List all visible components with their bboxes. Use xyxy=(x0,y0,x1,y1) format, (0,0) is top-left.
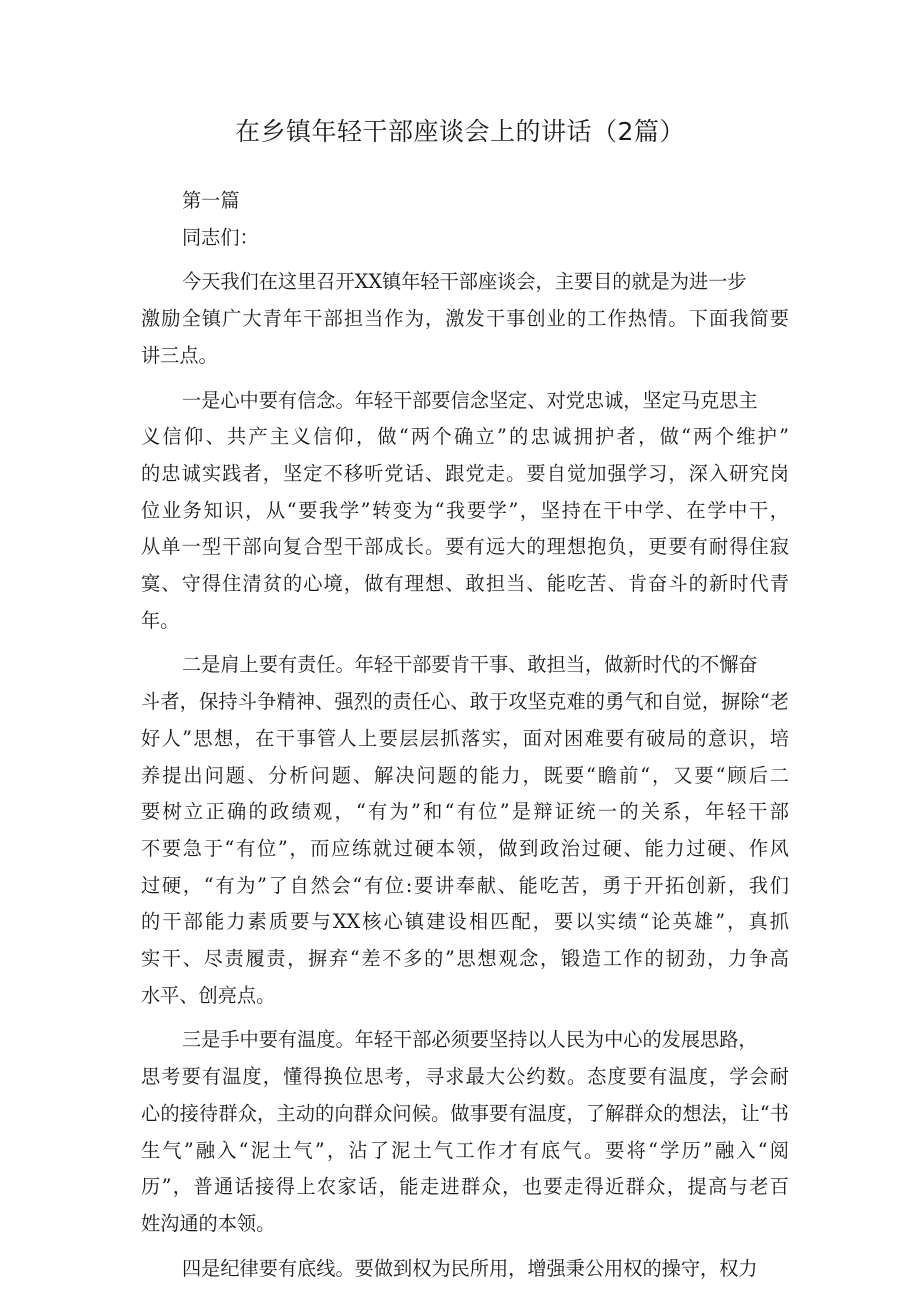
salutation: 同志们： xyxy=(182,225,259,249)
paragraph-line: 年。 xyxy=(141,608,180,632)
paragraph-line: 不要急于“有位”，而应练就过硬本领，做到政治过硬、能力过硬、作风 xyxy=(141,836,789,860)
paragraph-warmth xyxy=(141,1022,789,1242)
paragraph-belief xyxy=(141,383,789,640)
paragraph-line: 好人”思想，在干事管人上要层层抓落实，面对困难要有破局的意识，培 xyxy=(141,726,789,750)
paragraph-line: 激励全镇广大青年干部担当作为，激发干事创业的工作热情。下面我简要 xyxy=(141,307,789,331)
paragraph-line: 二是肩上要有责任。年轻干部要肯干事、敢担当，做新时代的不懈奋 xyxy=(182,653,758,677)
paragraph-line: 历”，普通话接得上农家话，能走进群众，也要走得近群众，提高与老百 xyxy=(141,1175,789,1199)
paragraph-line: 的忠诚实践者，坚定不移听党话、跟党走。要自觉加强学习，深入研究岗 xyxy=(141,461,789,485)
paragraph-line: 生气”融入“泥土气”，沾了泥土气工作才有底气。要将“学历”融入“阅 xyxy=(141,1138,789,1162)
paragraph-line: 思考要有温度，懂得换位思考，寻求最大公约数。态度要有温度，学会耐 xyxy=(141,1065,789,1089)
paragraph-line: 一是心中要有信念。年轻干部要信念坚定、对党忠诚，坚定马克思主 xyxy=(182,388,758,412)
paragraph-responsibility xyxy=(141,647,789,1014)
paragraph-line: 过硬，“有为”了自然会“有位:要讲奉献、能吃苦，勇于开拓创新，我们 xyxy=(141,873,789,897)
paragraph-line: 要树立正确的政绩观，“有为”和“有位”是辩证统一的关系，年轻干部 xyxy=(141,800,789,824)
paragraph-line: 水平、创亮点。 xyxy=(141,983,276,1007)
paragraph-line: 寞、守得住清贫的心境，做有理想、敢担当、能吃苦、肯奋斗的新时代青 xyxy=(141,572,789,596)
paragraph-line: 斗者，保持斗争精神、强烈的责任心、敢于攻坚克难的勇气和自觉，摒除“老 xyxy=(141,690,789,714)
paragraph-line: 从单一型干部向复合型干部成长。要有远大的理想抱负，更要有耐得住寂 xyxy=(141,535,789,559)
paragraph-line: 义信仰、共产主义信仰，做“两个确立”的忠诚拥护者，做“两个维护” xyxy=(141,425,789,449)
paragraph-line: 养提出问题、分析问题、解决问题的能力，既要“瞻前“，又要“顾后二 xyxy=(141,763,789,787)
paragraph-line: 讲三点。 xyxy=(141,343,218,367)
paragraph-line: 实干、尽责履责，摒弃“差不多的”思想观念，锻造工作的韧劲，力争高 xyxy=(141,947,789,971)
paragraph-line: 四是纪律要有底线。要做到权为民所用，增强秉公用权的操守，权力 xyxy=(182,1256,758,1280)
paragraph-line: 心的接待群众，主动的向群众问候。做事要有温度，了解群众的想法，让“书 xyxy=(141,1101,789,1125)
paragraph-line: 三是手中要有温度。年轻干部必须要坚持以人民为中心的发展思路， xyxy=(182,1028,758,1052)
paragraph-line: 的干部能力素质要与XX核心镇建设相匹配，要以实绩“论英雄”，真抓 xyxy=(141,910,789,934)
document-title: 在乡镇年轻干部座谈会上的讲话（2篇） xyxy=(235,117,685,146)
paragraph-intro xyxy=(141,264,789,374)
paragraph-line: 位业务知识，从“要我学”转变为“我要学”，坚持在干中学、在学中干， xyxy=(141,498,789,522)
paragraph-discipline xyxy=(141,1251,789,1288)
section-heading: 第一篇 xyxy=(182,189,240,212)
document-body xyxy=(141,183,789,1287)
paragraph-line: 姓沟通的本领。 xyxy=(141,1211,276,1235)
paragraph-line: 今天我们在这里召开XX镇年轻干部座谈会，主要目的就是为进一步 xyxy=(182,270,747,294)
